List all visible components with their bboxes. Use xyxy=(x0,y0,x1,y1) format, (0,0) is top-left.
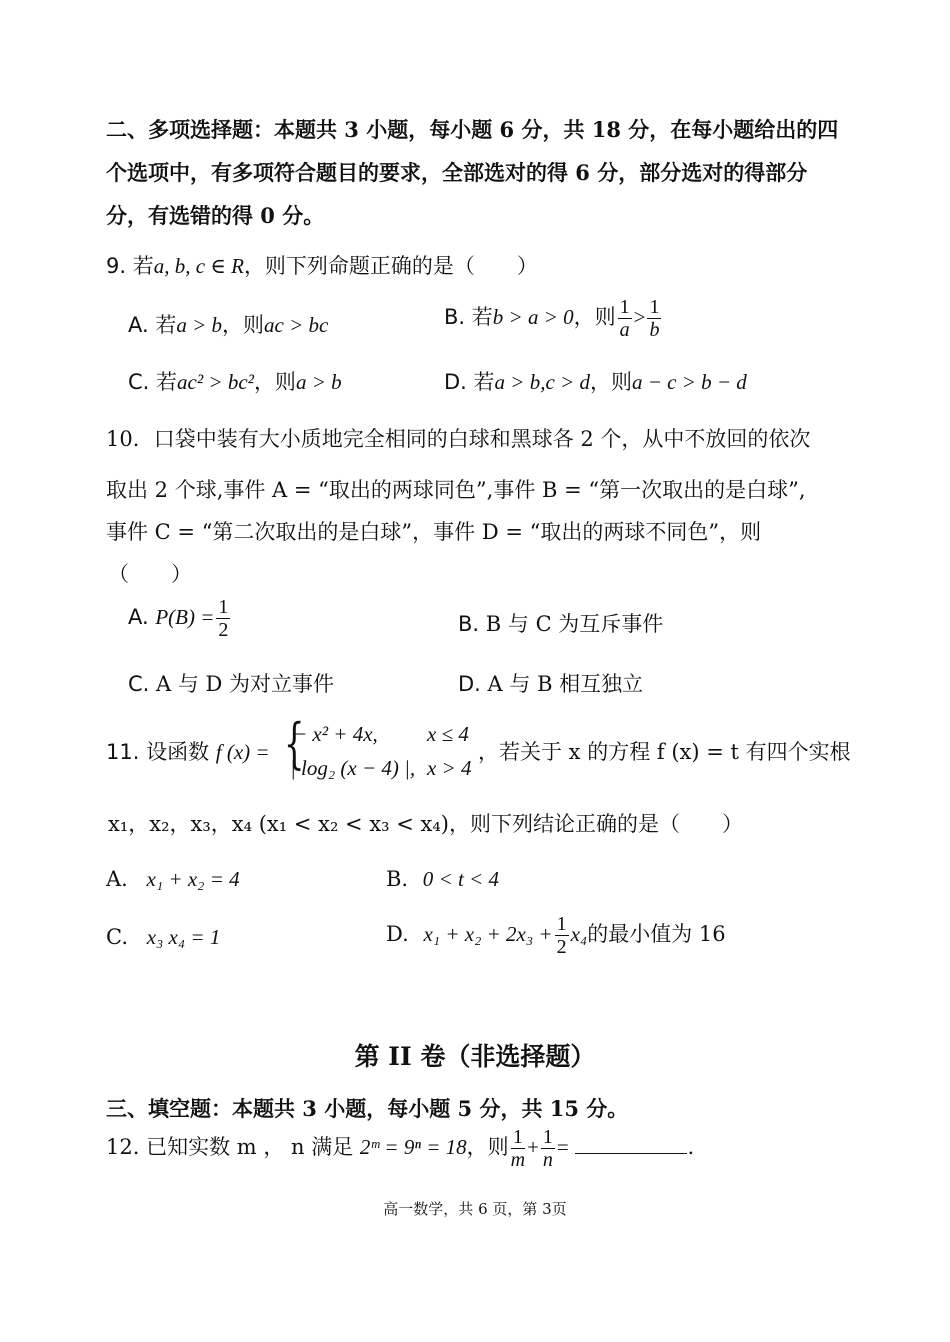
q10-option-c xyxy=(128,668,334,698)
option-label: D. xyxy=(458,672,481,696)
q12-pre: 12. 已知实数 m ， n 满足 xyxy=(106,1135,354,1159)
q11-stem-end: ，若关于 x 的方程 f (x) = t 有四个实根 xyxy=(478,740,851,764)
option-text: ，则 xyxy=(573,305,616,329)
answer-blank[interactable] xyxy=(575,1135,687,1154)
q10-line1: 10．口袋中装有大小质地完全相同的白球和黑球各 2 个，从中不放回的依次 xyxy=(106,427,811,451)
option-label: B. xyxy=(444,305,466,329)
option-text: A 与 B 相互独立 xyxy=(487,672,644,696)
option-label: A. xyxy=(128,313,149,337)
fraction: $\frac{1}{b}$ xyxy=(649,296,660,341)
fraction: $\frac{1}{a}$ xyxy=(619,296,630,341)
q11-line2: x₁，x₂，x₃，x₄ (x₁ < x₂ < x₃ < x₄)，则下列结论正确的是（ ） xyxy=(108,812,743,836)
option-math: a > b xyxy=(176,313,223,337)
q11-fx: f (x) = xyxy=(215,740,270,764)
section2-line1: 二、多项选择题：本题共 3 小题，每小题 6 分，共 18 分，在每小题给出的四 xyxy=(106,117,839,142)
q12-mid: ，则 xyxy=(466,1135,509,1159)
q9-stem xyxy=(106,250,538,280)
section3-header: 三、填空题：本题共 3 小题，每小题 5 分，共 15 分。 xyxy=(106,1096,629,1121)
q11-option-a xyxy=(106,867,240,892)
q11-brace: { xyxy=(283,712,305,775)
q9-option-c xyxy=(128,366,342,396)
section2-line2: 个选项中，有多项符合题目的要求，全部选对的得 6 分，部分选对的得部分 xyxy=(106,160,808,185)
option-math: x₁ + x₂ = 4 xyxy=(146,867,240,891)
fraction: $\frac{1}{2}$ xyxy=(556,913,567,958)
q11-stem-start xyxy=(106,736,270,766)
q12-plus: + xyxy=(527,1135,539,1159)
option-text: B 与 C 为互斥事件 xyxy=(485,612,664,636)
option-math: a > b,c > d xyxy=(494,370,590,394)
option-text: ，则 xyxy=(253,370,296,394)
q9-stem-post: ，则下列命题正确的是（ ） xyxy=(243,254,538,278)
q11-option-d xyxy=(386,913,726,958)
q10-option-b xyxy=(458,608,663,638)
option-label: C. xyxy=(128,370,150,394)
fraction: $\frac{1}{n}$ xyxy=(542,1126,553,1171)
q11-cond2: x > 4 xyxy=(427,756,472,780)
q9-stem-pre: 若 xyxy=(132,254,154,278)
option-text: A 与 D 为对立事件 xyxy=(156,672,335,696)
q11-option-b xyxy=(386,867,499,892)
option-math: P(B) = xyxy=(155,605,215,629)
fraction: $\frac{1}{2}$ xyxy=(218,596,229,641)
page-footer: 高一数学，共 6 页，第 3页 xyxy=(383,1200,567,1218)
q11-case2: | log₂ (x − 4) |, xyxy=(290,756,416,780)
option-math: x₃ x₄ = 1 xyxy=(146,925,221,949)
option-math: a − c > b − d xyxy=(631,370,747,394)
q11-cond1: x ≤ 4 xyxy=(427,722,469,746)
option-label: B. xyxy=(386,867,409,891)
option-math: ac > bc xyxy=(264,313,329,337)
q10-line3: 事件 C = “第二次取出的是白球”，事件 D = “取出的两球不同色”，则 xyxy=(106,520,762,544)
q11-case1: − x² + 4x, xyxy=(293,722,378,746)
q12-eq: 2ᵐ = 9ⁿ = 18 xyxy=(359,1135,467,1159)
option-label: C. xyxy=(128,672,150,696)
option-text: 若 xyxy=(473,370,495,394)
option-math: x₁ + x₂ + 2x₃ + xyxy=(423,922,553,946)
option-text: ，则 xyxy=(222,313,265,337)
option-math: ac² > bc² xyxy=(177,370,254,394)
option-text: 若 xyxy=(156,370,178,394)
q11-option-c xyxy=(106,925,220,950)
q9-option-b xyxy=(444,296,663,341)
option-math: a > b xyxy=(295,370,342,394)
option-text: 的最小值为 16 xyxy=(587,922,726,946)
option-text: 若 xyxy=(471,305,493,329)
q10-option-a xyxy=(128,596,232,641)
option-math: > xyxy=(633,305,646,329)
q12-end: . xyxy=(687,1135,695,1159)
q9-stem-math: a, b, c ∈ R xyxy=(153,254,244,278)
option-math: b > a > 0 xyxy=(492,305,574,329)
option-text: 若 xyxy=(155,313,177,337)
q10-option-d xyxy=(458,668,643,698)
q9-option-a xyxy=(128,309,328,339)
q11-pre: 设函数 xyxy=(146,740,210,764)
section2-line3: 分，有选错的得 0 分。 xyxy=(106,203,325,228)
option-label: A. xyxy=(106,867,128,891)
fraction: $\frac{1}{m}$ xyxy=(510,1126,526,1171)
q10-line2: 取出 2 个球,事件 A = “取出的两球同色”,事件 B = “第一次取出的是白球”, xyxy=(106,478,806,502)
q10-line4: （ ） xyxy=(108,562,192,586)
option-label: D. xyxy=(386,922,409,946)
option-label: C. xyxy=(106,925,128,949)
q12 xyxy=(106,1126,694,1171)
option-math: 0 < t < 4 xyxy=(422,867,499,891)
q11-number: 11. xyxy=(106,740,140,764)
option-math: x₄ xyxy=(570,922,588,946)
option-label: A. xyxy=(128,605,149,629)
q12-eqsign: = xyxy=(556,1135,569,1159)
option-label: B. xyxy=(458,612,480,636)
q9-option-d xyxy=(444,366,747,396)
option-label: D. xyxy=(444,370,467,394)
q9-number: 9. xyxy=(106,254,127,278)
option-text: ，则 xyxy=(589,370,632,394)
part2-title: 第 II 卷（非选择题） xyxy=(354,1042,596,1071)
